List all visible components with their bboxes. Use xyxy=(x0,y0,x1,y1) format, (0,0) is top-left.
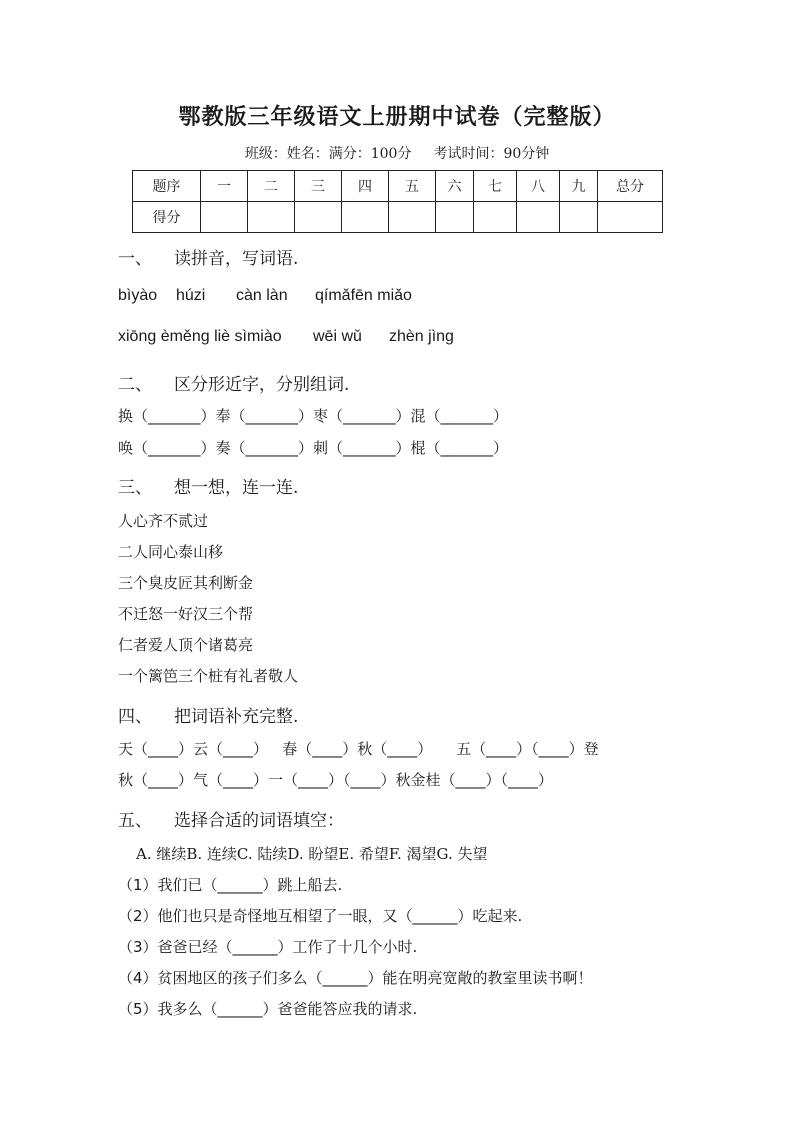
pinyin-row-2 xyxy=(118,328,454,346)
pinyin-item: wēi wǔ xyxy=(313,328,362,345)
pinyin-row-1 xyxy=(118,287,412,305)
fill-in-item: （4）贫困地区的孩子们多么（______）能在明亮宽敞的教室里读书啊！ xyxy=(118,969,593,987)
section-number: 四、 xyxy=(118,707,152,727)
connect-line: 不迁怒一好汉三个帮 xyxy=(118,605,254,623)
exam-info xyxy=(0,143,794,163)
exam-time: 考试时间：90分钟 xyxy=(433,146,550,162)
similar-chars-row-1: 换（_______）奉（_______）枣（_______）混（_______） xyxy=(118,407,509,425)
complete-words-row-2: 秋（____）气（____）一（____）（____）秋金桂（____）（____） xyxy=(118,771,554,789)
section-number: 三、 xyxy=(118,478,152,498)
fill-in-item: （1）我们已（______）跳上船去. xyxy=(118,876,343,894)
section-number: 二、 xyxy=(118,375,152,395)
score-header-cell: 二 xyxy=(248,171,295,202)
score-input-cell[interactable] xyxy=(598,202,663,233)
score-input-cell[interactable] xyxy=(342,202,389,233)
score-header-cell: 四 xyxy=(342,171,389,202)
section-number: 一、 xyxy=(118,249,152,269)
section-title: 读拼音，写词语. xyxy=(174,249,299,269)
pinyin-item: qímǎfēn miǎo xyxy=(315,287,412,304)
connect-line: 三个臭皮匠其利断金 xyxy=(118,574,254,592)
section-5-heading xyxy=(118,806,344,831)
score-table-score-row xyxy=(133,202,663,233)
word-options: A. 继续B. 连续C. 陆续D. 盼望E. 希望F. 渴望G. 失望 xyxy=(136,845,488,863)
score-header-cell: 七 xyxy=(474,171,517,202)
section-1-heading xyxy=(118,244,298,269)
score-header-cell: 九 xyxy=(560,171,598,202)
score-row-label: 得分 xyxy=(133,202,201,233)
pinyin-item: bìyào xyxy=(118,287,158,304)
section-title: 想一想，连一连. xyxy=(174,478,299,498)
exam-info-fields: 班级：姓名：满分：100分 xyxy=(244,146,412,162)
score-header-cell: 五 xyxy=(389,171,436,202)
connect-line: 二人同心泰山移 xyxy=(118,543,224,561)
section-4-heading xyxy=(118,702,298,727)
connect-line: 人心齐不贰过 xyxy=(118,512,209,530)
fill-in-item: （2）他们也只是奇怪地互相望了一眼，又（______）吃起来. xyxy=(118,907,523,925)
score-input-cell[interactable] xyxy=(201,202,248,233)
similar-chars-row-2: 唤（_______）奏（_______）刺（_______）棍（_______） xyxy=(118,439,509,457)
complete-words-row-1: 天（____）云（____） 春（____）秋（____） 五（____）（____）登 xyxy=(118,740,599,758)
score-header-cell: 总分 xyxy=(598,171,663,202)
score-input-cell[interactable] xyxy=(295,202,342,233)
score-table xyxy=(132,170,663,233)
score-header-cell: 题序 xyxy=(133,171,201,202)
score-input-cell[interactable] xyxy=(517,202,560,233)
score-header-cell: 六 xyxy=(436,171,474,202)
score-input-cell[interactable] xyxy=(436,202,474,233)
score-header-cell: 三 xyxy=(295,171,342,202)
score-table-header-row xyxy=(133,171,663,202)
section-title: 区分形近字，分别组词. xyxy=(174,375,350,395)
section-number: 五、 xyxy=(118,811,152,831)
score-header-cell: 一 xyxy=(201,171,248,202)
page-title: 鄂教版三年级语文上册期中试卷（完整版） xyxy=(178,104,616,130)
score-input-cell[interactable] xyxy=(560,202,598,233)
pinyin-item: húzi xyxy=(176,287,206,304)
score-input-cell[interactable] xyxy=(474,202,517,233)
pinyin-item: càn làn xyxy=(236,287,288,304)
section-2-heading xyxy=(118,370,349,395)
connect-line: 一个篱笆三个桩有礼者敬人 xyxy=(118,667,299,685)
section-3-heading xyxy=(118,473,298,498)
section-title: 选择合适的词语填空： xyxy=(174,811,344,831)
score-input-cell[interactable] xyxy=(389,202,436,233)
connect-line: 仁者爱人顶个诸葛亮 xyxy=(118,636,254,654)
fill-in-item: （3）爸爸已经（______）工作了十几个小时. xyxy=(118,938,418,956)
fill-in-item: （5）我多么（______）爸爸能答应我的请求. xyxy=(118,1000,418,1018)
section-title: 把词语补充完整. xyxy=(174,707,299,727)
score-header-cell: 八 xyxy=(517,171,560,202)
score-input-cell[interactable] xyxy=(248,202,295,233)
pinyin-item: xiōng èměng liè sìmiào xyxy=(118,328,282,345)
pinyin-item: zhèn jìng xyxy=(389,328,454,345)
